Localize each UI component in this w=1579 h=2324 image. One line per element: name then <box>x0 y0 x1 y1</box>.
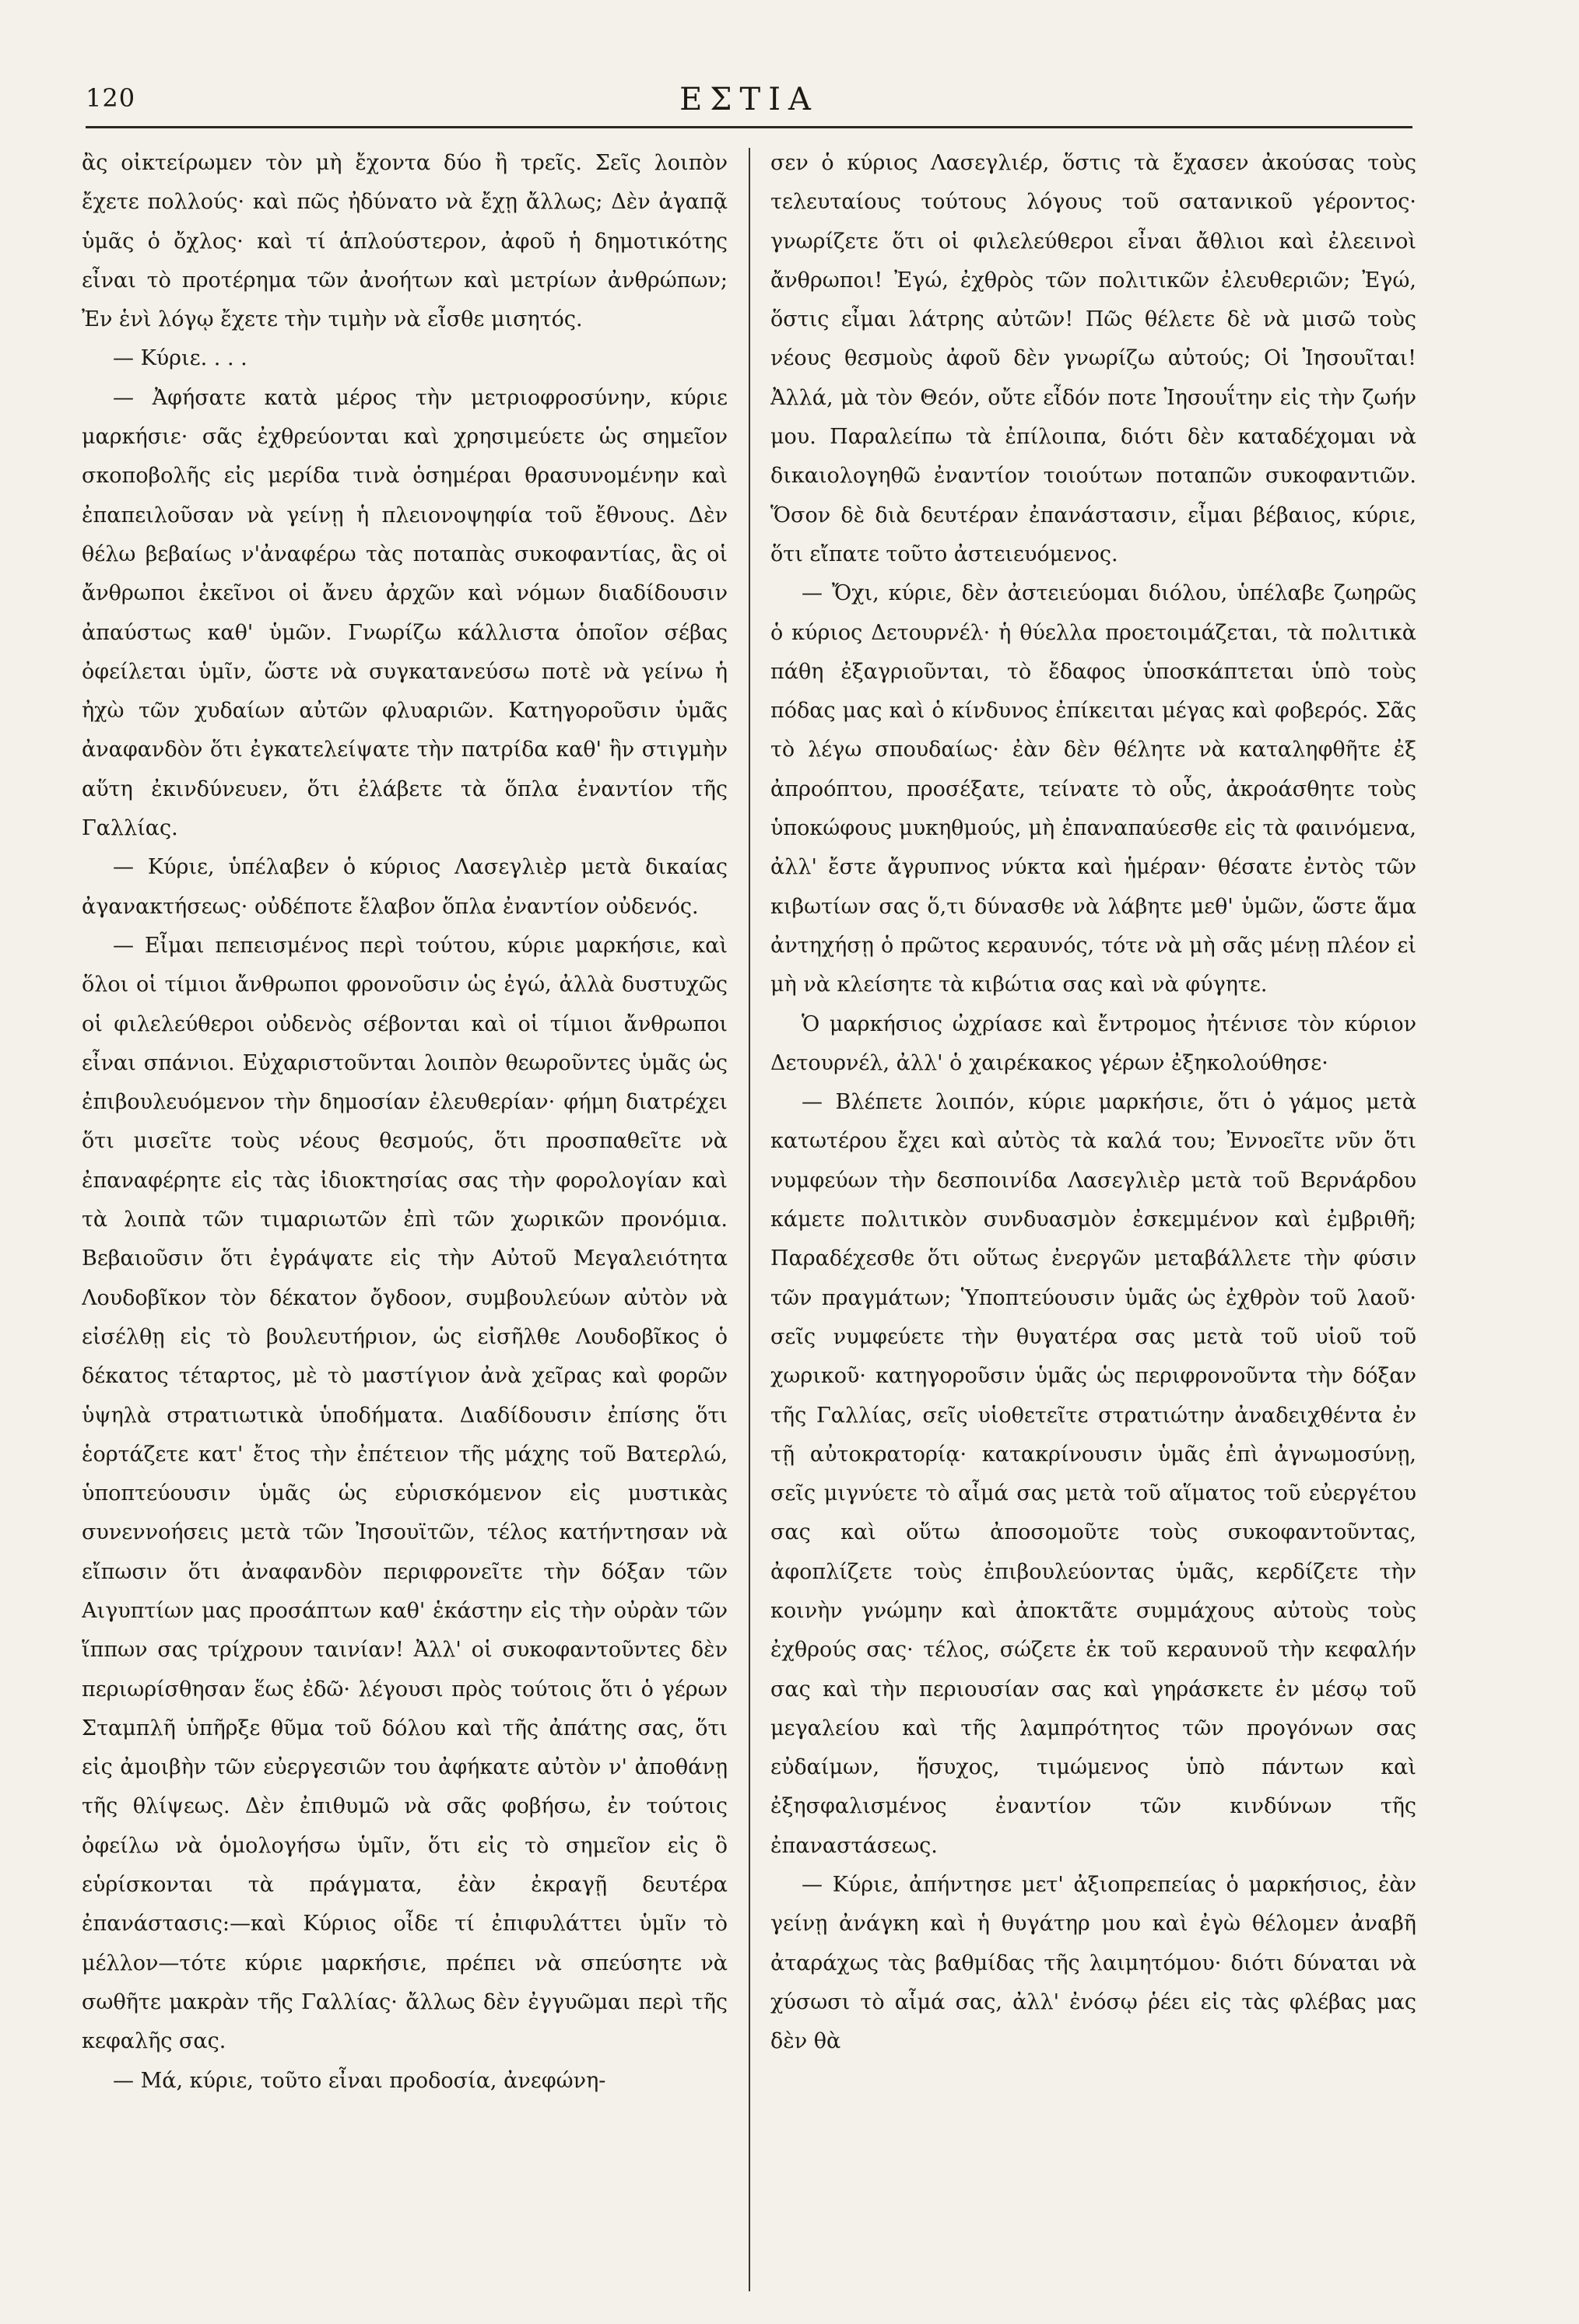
text-columns <box>82 144 1416 2291</box>
paragraph: — Κύριε. . . . <box>113 346 247 371</box>
paragraph: — Ὄχι, κύριε, δὲν ἀστειεύομαι διόλου, ὑπέλαβε ζωηρῶς ὁ κύριος Δετουρνέλ· ἡ θύελλα προετοιμάζεται, τὰ πολιτικὰ πάθη ἐξαγριοῦνται, τὸ ἔδαφος ὑποσκάπτεται ὑπὸ τοὺς πόδας μας καὶ ὁ κίνδυνος ἐπίκειται μέγας καὶ φοβερός. Σᾶς τὸ λέγω σπουδαίως· ἐὰν δὲν θέλητε νὰ καταληφθῆτε ἐξ ἀπροόπτου, προσέξατε, τείνατε τὸ οὖς, ἀκροάσθητε τοὺς ὑποκώφους μυκηθμούς, μὴ ἐπαναπαύεσθε εἰς τὰ φαινόμενα, ἀλλ' ἔστε ἄγρυπνος νύκτα καὶ ἡμέραν· θέσατε ἐντὸς τῶν κιβωτίων σας ὅ,τι δύνασθε νὰ λάβητε μεθ' ὑμῶν, ὥστε ἅμα ἀντηχήσῃ ὁ πρῶτος κεραυνός, τότε νὰ μὴ σᾶς μένῃ πλέον εἰ μὴ νὰ κλείσητε τὰ κιβώτια σας καὶ νὰ φύγητε. <box>770 581 1416 997</box>
paragraph: — Κύριε, ἀπήντησε μετ' ἀξιοπρεπείας ὁ μαρκήσιος, ἐὰν γείνῃ ἀνάγκη καὶ ἡ θυγάτηρ μου καὶ ἐγὼ θέλομεν ἀναβῆ ἀταράχως τὰς βαθμίδας τῆς λαιμητόμου· διότι δύναται νὰ χύσωσι τὸ αἷμά σας, ἀλλ' ἐνόσῳ ῥέει εἰς τὰς φλέβας μας δὲν θὰ <box>770 1873 1416 2054</box>
left-column <box>82 144 728 2291</box>
page-number: 120 <box>86 83 136 113</box>
right-column <box>770 144 1416 2291</box>
paragraph: — Εἶμαι πεπεισμένος περὶ τούτου, κύριε μαρκήσιε, καὶ ὅλοι οἱ τίμιοι ἄνθρωποι φρονοῦσιν ὡς ἐγώ, ἀλλὰ δυστυχῶς οἱ φιλελεύθεροι οὐδενὸς σέβονται καὶ οἱ τίμιοι ἄνθρωποι εἶναι σπάνιοι. Εὐχαριστοῦνται λοιπὸν θεωροῦντες ὑμᾶς ὡς ἐπιβουλευόμενον τὴν δημοσίαν ἐλευθερίαν· φήμη διατρέχει ὅτι μισεῖτε τοὺς νέους θεσμούς, ὅτι προσπαθεῖτε νὰ ἐπαναφέρητε εἰς τὰς ἰδιοκτησίας σας τὴν φορολογίαν καὶ τὰ λοιπὰ τῶν τιμαριωτῶν ἐπὶ τῶν χωρικῶν προνόμια. Βεβαιοῦσιν ὅτι ἐγράψατε εἰς τὴν Αὐτοῦ Μεγαλειότητα Λουδοβῖκον τὸν δέκατον ὄγδοον, συμβουλεύων αὐτὸν νὰ εἰσέλθῃ εἰς τὸ βουλευτήριον, ὡς εἰσῆλθε Λουδοβῖκος ὁ δέκατος τέταρτος, μὲ τὸ μαστίγιον ἀνὰ χεῖρας καὶ φορῶν ὑψηλὰ στρατιωτικὰ ὑποδήματα. Διαδίδουσιν ἐπίσης ὅτι ἑορτάζετε κατ' ἔτος τὴν ἐπέτειον τῆς μάχης τοῦ Βατερλώ, ὑποπτεύουσιν ὑμᾶς ὡς εὑρισκόμενον εἰς μυστικὰς συνεννοήσεις μετὰ τῶν Ἰησουϊτῶν, τέλος κατήντησαν νὰ εἴπωσιν ὅτι ἀναφανδὸν περιφρονεῖτε τὴν δόξαν τῶν Αιγυπτίων μας προσάπτων καθ' ἑκάστην εἰς τὴν οὐρὰν τῶν ἵππων σας τρίχρουν ταινίαν! Ἀλλ' οἱ συκοφαντοῦντες δὲν περιωρίσθησαν ἕως ἐδῶ· λέγουσι πρὸς τούτοις ὅτι ὁ γέρων Σταμπλῆ ὑπῆρξε θῦμα τοῦ δόλου καὶ τῆς ἀπάτης σας, ὅτι εἰς ἀμοιβὴν τῶν εὐεργεσιῶν του ἀφήκατε αὐτὸν ν' ἀποθάνῃ τῆς θλίψεως. Δὲν ἐπιθυμῶ νὰ σᾶς φοβήσω, ἐν τούτοις ὀφείλω νὰ ὁμολογήσω ὑμῖν, ὅτι εἰς τὸ σημεῖον εἰς ὃ εὑρίσκονται τὰ πράγματα, ἐὰν ἐκραγῇ δευτέρα ἐπανάστασις:—καὶ Κύριος οἶδε τί ἐπιφυλάττει ὑμῖν τὸ μέλλον—τότε κύριε μαρκήσιε, πρέπει νὰ σπεύσητε νὰ σωθῆτε μακρὰν τῆς Γαλλίας· ἄλλως δὲν ἐγγυῶμαι περὶ τῆς κεφαλῆς σας. <box>82 933 728 2054</box>
header-rule <box>86 126 1412 128</box>
paragraph: σεν ὁ κύριος Λασεγλιέρ, ὅστις τὰ ἔχασεν ἀκούσας τοὺς τελευταίους τούτους λόγους τοῦ σατανικοῦ γέροντος· γνωρίζετε ὅτι οἱ φιλελεύθεροι εἶναι ἄθλιοι καὶ ἐλεεινοὶ ἄνθρωποι! Ἐγώ, ἐχθρὸς τῶν πολιτικῶν ἐλευθεριῶν; Ἐγώ, ὅστις εἶμαι λάτρης αὐτῶν! Πῶς θέλετε δὲ νὰ μισῶ τοὺς νέους θεσμοὺς ἀφοῦ δὲν γνωρίζω αὐτούς; Οἱ Ἰησουῖται! Ἀλλά, μὰ τὸν Θεόν, οὔτε εἶδόν ποτε Ἰησουΐτην εἰς τὴν ζωήν μου. Παραλείπω τὰ ἐπίλοιπα, διότι δὲν καταδέχομαι νὰ δικαιολογηθῶ ἐναντίον τοιούτων ποταπῶν συκοφαντιῶν. Ὅσον δὲ διὰ δευτέραν ἐπανάστασιν, εἶμαι βέβαιος, κύριε, ὅτι εἴπατε τοῦτο ἀστειευόμενος. <box>770 151 1416 566</box>
paragraph: — Βλέπετε λοιπόν, κύριε μαρκήσιε, ὅτι ὁ γάμος μετὰ κατωτέρου ἔχει καὶ αὐτὸς τὰ καλά του; Ἐννοεῖτε νῦν ὅτι νυμφεύων τὴν δεσποινίδα Λασεγλιὲρ μετὰ τοῦ Βερνάρδου κάμετε πολιτικὸν συνδυασμὸν ἐσκεμμένον καὶ ἐμβριθῆ; Παραδέχεσθε ὅτι οὕτως ἐνεργῶν μεταβάλλετε τὴν φύσιν τῶν πραγμάτων; Ὑποπτεύουσιν ὑμᾶς ὡς ἐχθρὸν τοῦ λαοῦ· σεῖς νυμφεύετε τὴν θυγατέρα σας μετὰ τοῦ υἱοῦ τοῦ χωρικοῦ· κατηγοροῦσιν ὑμᾶς ὡς περιφρονοῦντα τὴν δόξαν τῆς Γαλλίας, σεῖς υἱοθετεῖτε στρατιώτην ἀναδειχθέντα ἐν τῇ αὐτοκρατορίᾳ· κατακρίνουσιν ὑμᾶς ἐπὶ ἀγνωμοσύνῃ, σεῖς μιγνύετε τὸ αἷμά σας μετὰ τοῦ αἵματος τοῦ εὐεργέτου σας καὶ οὕτω ἀποσομοῦτε τοὺς συκοφαντοῦντας, ἀφοπλίζετε τοὺς ἐπιβουλεύοντας ὑμᾶς, κερδίζετε τὴν κοινὴν γνώμην καὶ ἀποκτᾶτε συμμάχους αὐτοὺς τοὺς ἐχθρούς σας· τέλος, σώζετε ἐκ τοῦ κεραυνοῦ τὴν κεφαλήν σας καὶ τὴν περιουσίαν σας καὶ γηράσκετε ἐν μέσῳ τοῦ μεγαλείου καὶ τῆς λαμπρότητος τῶν προγόνων σας εὐδαίμων, ἥσυχος, τιμώμενος ὑπὸ πάντων καὶ ἐξησφαλισμένος ἐναντίον τῶν κινδύνων τῆς ἐπαναστάσεως. <box>770 1090 1416 1858</box>
page-header <box>86 74 1412 128</box>
column-divider <box>749 148 750 2291</box>
paragraph: — Μά, κύριε, τοῦτο εἶναι προδοσία, ἀνεφώνη- <box>113 2068 606 2093</box>
running-title: ΕΣΤΙΑ <box>679 82 819 117</box>
paragraph: — Κύριε, ὑπέλαβεν ὁ κύριος Λασεγλιὲρ μετὰ δικαίας ἀγανακτήσεως· οὐδέποτε ἔλαβον ὅπλα ἐναντίον οὐδενός. <box>82 855 728 919</box>
paragraph: — Ἀφήσατε κατὰ μέρος τὴν μετριοφροσύνην, κύριε μαρκήσιε· σᾶς ἐχθρεύονται καὶ χρησιμεύετε ὡς σημεῖον σκοποβολῆς εἰς μερίδα τινὰ ὁσημέραι θρασυνομένην καὶ ἐπαπειλοῦσαν νὰ γείνῃ ἡ πλειονοψηφία τοῦ ἔθνους. Δὲν θέλω βεβαίως ν'ἀναφέρω τὰς ποταπὰς συκοφαντίας, ἃς οἱ ἄνθρωποι ἐκεῖνοι οἱ ἄνευ ἀρχῶν καὶ νόμων διαδίδουσιν ἀπαύστως καθ' ὑμῶν. Γνωρίζω κάλλιστα ὁποῖον σέβας ὀφείλεται ὑμῖν, ὥστε νὰ συγκατανεύσω ποτὲ νὰ γείνω ἡ ἠχὼ τῶν χυδαίων αὐτῶν φλυαριῶν. Κατηγοροῦσιν ὑμᾶς ἀναφανδὸν ὅτι ἐγκατελείψατε τὴν πατρίδα καθ' ἣν στιγμὴν αὕτη ἐκινδύνευεν, ὅτι ἐλάβετε τὰ ὅπλα ἐναντίον τῆς Γαλλίας. <box>82 385 728 841</box>
paragraph: ἂς οἰκτείρωμεν τὸν μὴ ἔχοντα δύο ἢ τρεῖς. Σεῖς λοιπὸν ἔχετε πολλούς· καὶ πῶς ἠδύνατο νὰ ἔχῃ ἄλλως; Δὲν ἀγαπᾷ ὑμᾶς ὁ ὄχλος· καὶ τί ἁπλούστερον, ἀφοῦ ἡ δημοτικότης εἶναι τὸ προτέρημα τῶν ἀνοήτων καὶ μετρίων ἀνθρώπων; Ἐν ἑνὶ λόγῳ ἔχετε τὴν τιμὴν νὰ εἶσθε μισητός. <box>82 151 728 332</box>
paragraph: Ὁ μαρκήσιος ὠχρίασε καὶ ἔντρομος ἠτένισε τὸν κύριον Δετουρνέλ, ἀλλ' ὁ χαιρέκακος γέρων ἐξηκολούθησε· <box>770 1011 1416 1075</box>
